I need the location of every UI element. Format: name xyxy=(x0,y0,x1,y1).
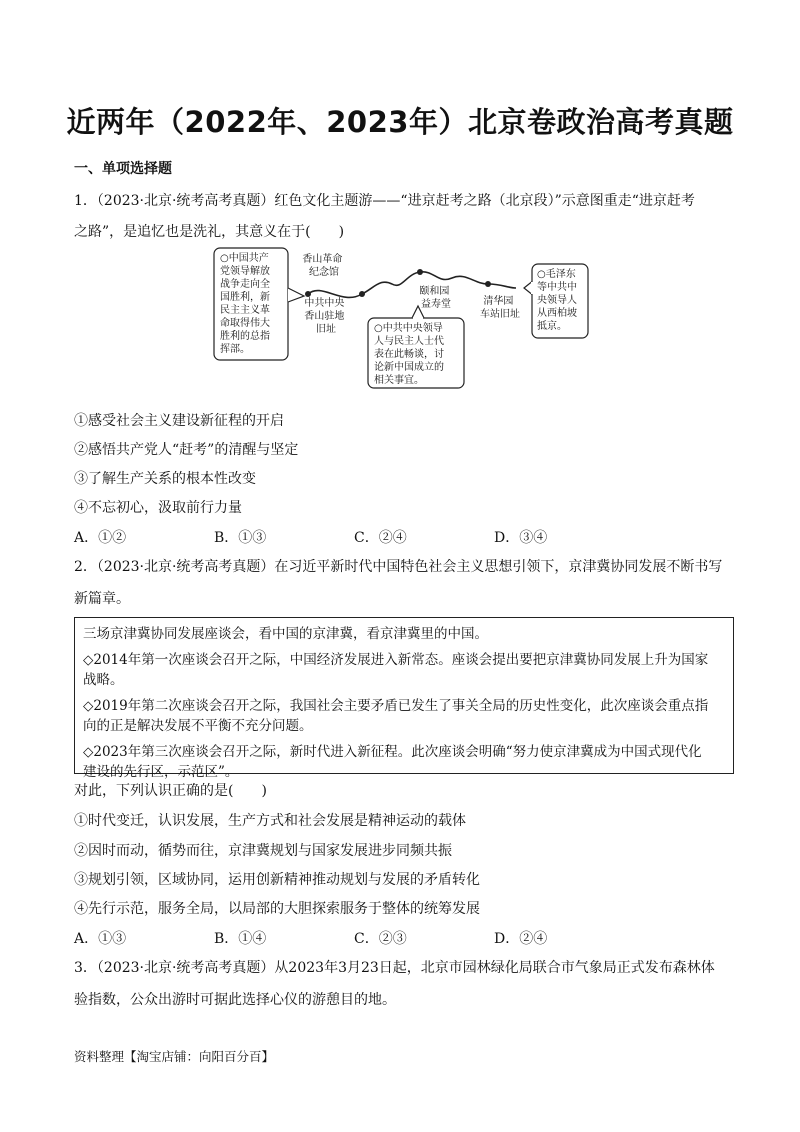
q1-stem-line2: 之路”，是追忆也是洗礼，其意义在于( ) xyxy=(74,224,345,240)
box-intro: 三场京津冀协同发展座谈会，看中国的京津冀，看京津冀里的中国。 xyxy=(83,626,488,642)
site-dot-a xyxy=(305,291,311,297)
q2-choice-a[interactable]: A．①③ xyxy=(74,931,127,947)
q2-choice-d[interactable]: D．②④ xyxy=(494,931,548,947)
q1-option-1: ①感受社会主义建设新征程的开启 xyxy=(74,413,284,429)
callout-left-line: 国胜利，新 xyxy=(220,292,270,303)
site-dot-b xyxy=(359,291,365,297)
q2-choice-b[interactable]: B．①④ xyxy=(214,931,267,947)
section-heading: 一、单项选择题 xyxy=(74,161,172,177)
q2-material-box xyxy=(74,617,734,780)
callout-right-line: 央领导人 xyxy=(537,295,577,306)
site-c-label: 颐和园 xyxy=(419,286,450,297)
callout-left-line: 党领导解放 xyxy=(220,266,270,277)
q2-choice-c[interactable]: C．②③ xyxy=(354,931,407,947)
site-b-label: 香山革命 xyxy=(302,254,343,265)
q2-option-3: ③规划引领，区域协同，运用创新精神推动规划与发展的矛盾转化 xyxy=(74,872,480,888)
svg-text:中共中央 香山驻地 旧址 xyxy=(304,296,347,335)
q1-choice-d[interactable]: D．③④ xyxy=(494,530,548,546)
callout-mid-line: ○中共中央领导 xyxy=(374,323,443,334)
q2-option-1: ①时代变迁，认识发展，生产方式和社会发展是精神运动的载体 xyxy=(74,813,466,829)
q1-option-3: ③了解生产关系的根本性改变 xyxy=(74,471,256,487)
site-a-label: 香山驻地 xyxy=(304,311,345,322)
callout-left-line: 民主主义革 xyxy=(220,305,270,316)
svg-text:香山革命 纪念馆 xyxy=(302,252,345,278)
site-c-label: 益寿堂 xyxy=(421,299,451,310)
q1-stem-line1: 1．（2023·北京·统考高考真题）红色文化主题游——“进京赶考之路（北京段）”示意图重走“进京赶考 xyxy=(74,193,695,209)
q2-option-2: ②因时而动，循势而往，京津冀规划与国家发展进步同频共振 xyxy=(74,843,452,859)
callout-left-line: ○中国共产 xyxy=(220,253,269,264)
q1-option-2: ②感悟共产党人“赶考”的清醒与坚定 xyxy=(74,442,299,458)
q2-choices xyxy=(74,928,634,948)
site-b-label: 纪念馆 xyxy=(309,267,339,278)
svg-text:颐和园 益寿堂 xyxy=(419,285,452,310)
q1-choice-a[interactable]: A．①② xyxy=(74,530,127,546)
q1-choice-b[interactable]: B．①③ xyxy=(214,530,267,546)
callout-left-line: 胜利的总指 xyxy=(220,331,270,342)
callout-left-line: 战争走向全 xyxy=(220,279,270,290)
route-line xyxy=(308,272,516,298)
q2-option-4: ④先行示范，服务全局，以局部的大胆探索服务于整体的统筹发展 xyxy=(74,901,480,917)
q1-option-4: ④不忘初心，汲取前行力量 xyxy=(74,500,242,516)
box-item-2019: ◇2019年第二次座谈会召开之际，我国社会主要矛盾已发生了事关全局的历史性变化，此次座谈会重点指 向的正是解决发展不平衡不充分问题。 xyxy=(83,698,709,734)
site-d-label: 清华园 xyxy=(483,296,514,307)
callout-mid-line: 论新中国成立的 xyxy=(374,362,444,373)
q3-stem-line1: 3．（2023·北京·统考高考真题）从2023年3月23日起，北京市园林绿化局联合市气象局正式发布森林体 xyxy=(74,960,715,976)
svg-text:清华园 车站旧址 xyxy=(480,294,520,320)
box-item-2023: ◇2023年第三次座谈会召开之际，新时代进入新征程。此次座谈会明确“努力使京津冀成为中国式现代化 建设的先行区，示范区”。 xyxy=(83,744,702,780)
callout-mid-line: 表在此畅谈，讨 xyxy=(374,349,444,360)
callout-mid-line: 人与民主人士代 xyxy=(374,336,444,347)
box-item-2014: ◇2014年第一次座谈会召开之际，中国经济发展进入新常态。座谈会提出要把京津冀协同发展上升为国家 战略。 xyxy=(83,652,709,688)
site-dot-c xyxy=(417,269,423,275)
site-a-label: 中共中央 xyxy=(304,298,345,309)
q2-stem-line1: 2．（2023·北京·统考高考真题）在习近平新时代中国特色社会主义思想引领下，京津冀协同发展不断书写 xyxy=(74,559,723,575)
callout-right-line: 等中共中 xyxy=(537,282,577,293)
site-d-label: 车站旧址 xyxy=(480,309,520,320)
page-title: 近两年（2022年、2023年）北京卷政治高考真题 xyxy=(66,105,734,139)
callout-right-line: 抵京。 xyxy=(537,321,567,332)
q2-stem-line2: 新篇章。 xyxy=(74,591,130,607)
callout-right-line: ○毛泽东 xyxy=(537,269,576,280)
q1-route-map xyxy=(212,244,592,392)
q2-question: 对此，下列认识正确的是( ) xyxy=(74,783,267,799)
callout-left-line: 挥部。 xyxy=(220,344,250,355)
callout-left-line: 命取得伟大 xyxy=(220,318,270,329)
q1-choices xyxy=(74,527,634,547)
site-a-label: 旧址 xyxy=(316,324,336,335)
q3-stem-line2: 验指数，公众出游时可据此选择心仪的游憩目的地。 xyxy=(74,992,396,1008)
callout-right-line: 从西柏坡 xyxy=(537,308,577,319)
q1-choice-c[interactable]: C．②④ xyxy=(354,530,407,546)
callout-mid-line: 相关事宜。 xyxy=(374,375,424,386)
site-dot-d xyxy=(485,281,491,287)
footer-note: 资料整理【淘宝店铺：向阳百分百】 xyxy=(74,1049,275,1064)
